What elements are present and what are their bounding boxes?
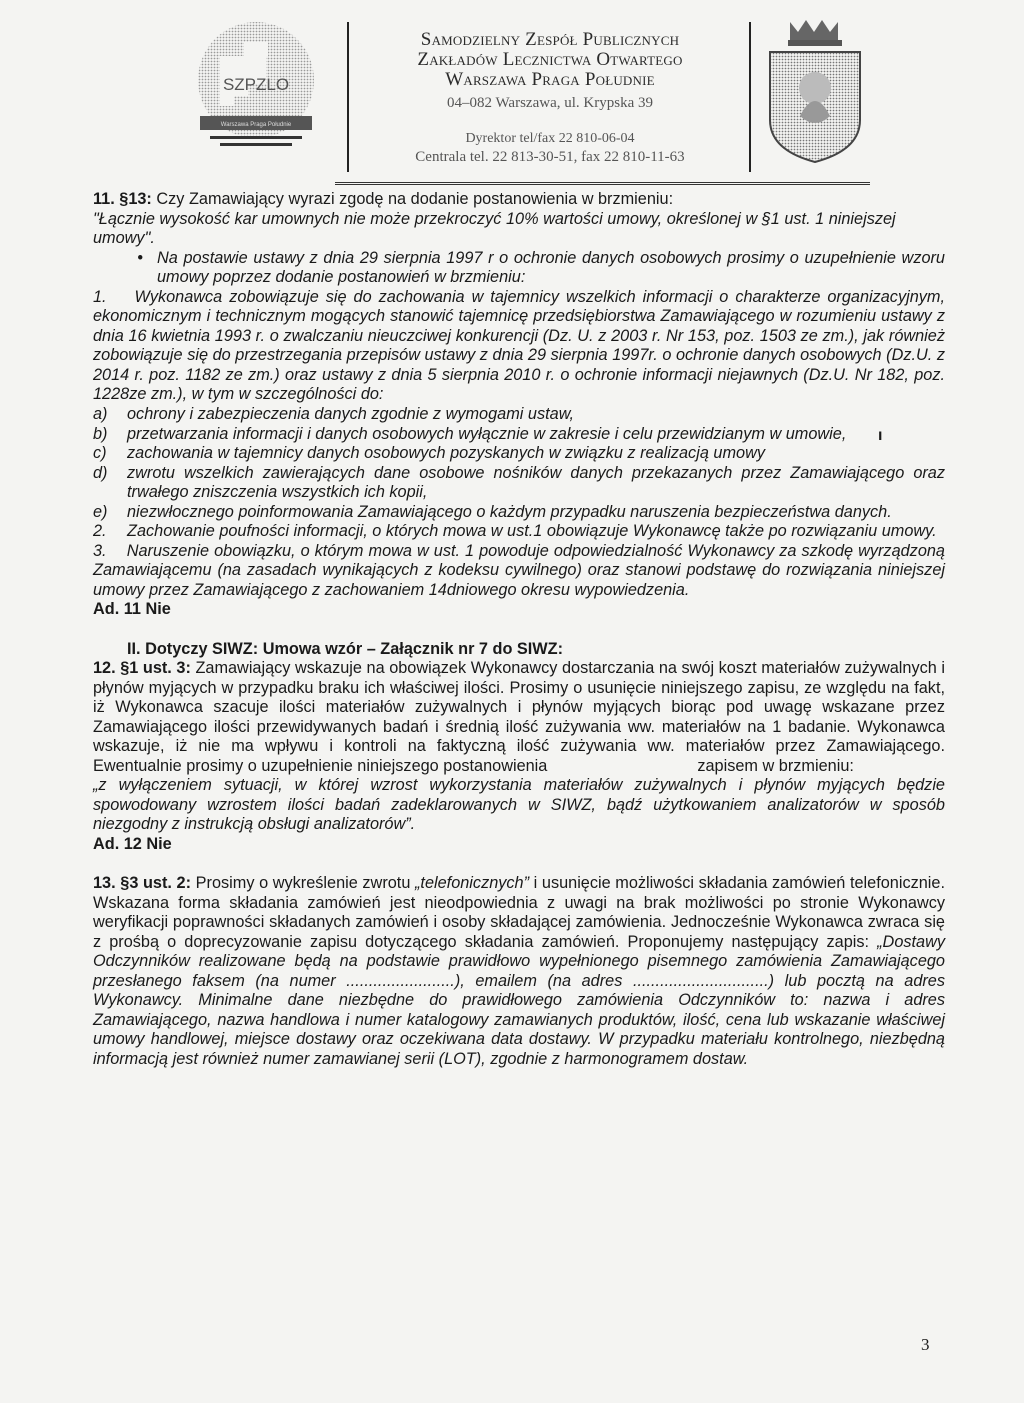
document-body <box>93 190 945 1070</box>
central-phone: Centrala tel. 22 813-30-51, fax 22 810-11-63 <box>415 149 685 165</box>
question-11: 11. §13: Czy Zamawiający wyrazi zgodę na dodanie postanowienia w brzmieniu: <box>93 190 674 208</box>
org-name-line3: Warszawa Praga Południe <box>445 69 655 90</box>
question-11-quote: "Łącznie wysokość kar umownych nie może przekroczyć 10% wartości umowy, określonej w §1 ust. 1 niniejszej umowy". <box>93 209 896 248</box>
clause-1: 1. Wykonawca zobowiązuje się do zachowania w tajemnicy wszelkich informacji o charakterze organizacyjnym, ekonomicznym i technicznym mogących stanowić tajemnicę przedsiębiorstwa Zamawiającego w rozumieniu ustawy z dnia 16 kwietnia 1993 r. o zwalczaniu nieuczciwej konkurencji (Dz. U. z 2003 r. Nr 153, poz. 1503 ze zm.), jak również zobowiązuje się do przestrzegania przepisów ustawy z dnia 29 sierpnia 1997r. o ochronie danych osobowych (Dz.U. z 2014 r. poz. 1182 ze zm.) oraz ustawy z dnia 5 sierpnia 2010 r. o ochronie informacji niejawnych (Dz.U. Nr 182, poz. 1228ze zm.), w tym w szczególności do: <box>93 287 945 404</box>
list-item: a) ochrony i zabezpieczenia danych zgodnie z wymogami ustaw, <box>93 405 575 424</box>
section-2-heading: II. Dotyczy SIWZ: Umowa wzór – Załącznik nr 7 do SIWZ: <box>127 639 564 658</box>
bullet-icon: • <box>137 248 143 267</box>
question-12: 12. §1 ust. 3: Zamawiający wskazuje na obowiązek Wykonawcy dostarczania na swój koszt materiałów zużywalnych i płynów myjących w przypadku braku ich właściwej ilości. Prosimy o usunięcie niniejszego zapisu, ze względu na fakt, iż Wykonawca szacuje ilości materiałów zużywalnych i płynów myjących biorąc pod uwagę wskazane przez Zamawiającego ilości przewidywanych badań i średnią ilość zużywania ww. materiałów na 1 badanie. Wykonawca wskazuje, iż nie ma wpływu i kontroli na faktyczną ilość zużywania ww. materiałów przez Zamawiającego. Ewentualnie prosimy o uzupełnienie niniejszego postanowienia zapisem w brzmieniu: <box>93 659 945 775</box>
svg-text:Warszawa Praga Południe: Warszawa Praga Południe <box>220 122 292 128</box>
org-name-line2: Zakładów Lecznictwa Otwartego <box>417 49 683 70</box>
list-item: e) niezwłocznego poinformowania Zamawiającego o każdym przypadku naruszenia bezpieczeństwa danych. <box>93 502 892 521</box>
header-divider-right <box>749 22 751 172</box>
clause-3: 3. Naruszenie obowiązku, o którym mowa w ust. 1 powoduje odpowiedzialność Wykonawcy za szkodę wyrządzoną Zamawiającemu (na zasadach wynikających z kodeksu cywilnego) oraz stanowi podstawę do rozwiązania niniejszej umowy przez Zamawiającego z zachowaniem 14dniowego okresu wypowiedzenia. <box>93 541 945 599</box>
answer-11: Ad. 11 Nie <box>93 600 171 619</box>
header-rule <box>335 182 870 185</box>
page-number: 3 <box>921 1335 930 1354</box>
letterhead <box>0 0 1024 186</box>
question-13: 13. §3 ust. 2: Prosimy o wykreślenie zwrotu „telefonicznych” i usunięcie możliwości składania zamówień telefonicznie. Wskazana forma składania zamówień jest nieodpowiednia z uwagi na brak możliwości po stronie Wykonawcy weryfikacji poprawności składanych zamówień i osoby składającej zamówienia. Jednocześnie Wykonawca zwraca się z prośbą o doprecyzowanie zapisu dotyczącego składania zamówień. Proponujemy następujący zapis: „Dostawy Odczynników realizowane będą na podstawie prawidłowo wypełnionego pisemnego zamówienia Zamawiającego przesłanego faksem (na numer ........................), emailem (na adres ..............................) lub pocztą na adres Wykonawcy. Minimalne dane niezbędne do prawidłowego zamówienia Odczynników to: nazwa i adres Zamawiającego, nazwa handlowa i numer katalogowy zamawianych produktów, ilość, cena lub wskazanie właściwej umowy handlowej, miejsce dostawy oraz oczekiwana data dostawy. W przypadku materiału kontrolnego, niezbędną informacją jest również numer zamawianej serii (LOT), zgodnie z harmonogramem dostaw. <box>93 874 945 1068</box>
question-11-bullet: • Na postawie ustawy z dnia 29 sierpnia 1997 r o ochronie danych osobowych prosimy o uzupełnienie wzoru umowy poprzez dodanie postanowień w brzmieniu: <box>93 249 945 288</box>
szpzlo-logo-icon <box>186 18 326 158</box>
director-phone: Dyrektor tel/fax 22 810-06-04 <box>465 131 635 146</box>
org-address: 04–082 Warszawa, ul. Krypska 39 <box>447 95 653 111</box>
clause-2: 2. Zachowanie poufności informacji, o których mowa w ust.1 obowiązuje Wykonawcę także po rozwiązaniu umowy. <box>93 522 937 541</box>
list-item: c) zachowania w tajemnicy danych osobowych pozyskanych w związku z realizacją umowy <box>93 444 765 463</box>
org-name-line1: Samodzielny Zespół Publicznych <box>420 29 680 50</box>
list-item: b) przetwarzania informacji i danych osobowych wyłącznie w zakresie i celu przewidzianym w umowie, <box>93 424 847 443</box>
warsaw-coat-of-arms-icon <box>760 16 870 166</box>
letterhead-text <box>360 30 740 166</box>
stray-mark: ı <box>878 427 883 444</box>
svg-text:SZPZLO: SZPZLO <box>222 75 290 94</box>
answer-12: Ad. 12 Nie <box>93 835 172 853</box>
list-item: d) zwrotu wszelkich zawierających dane osobowe nośników danych przekazanych przez Zamawiającego oraz trwałego zniszczenia wszystkich ich kopii, <box>93 463 945 502</box>
header-divider-left <box>347 22 349 172</box>
clause-items-list <box>93 405 945 542</box>
question-12-quote: „z wyłączeniem sytuacji, w której wzrost wykorzystania materiałów zużywalnych i płynów myjących będzie spowodowany wzrostem ilości badań zadeklarowanych w SIWZ, bądź użytkowaniem analizatorów w sposób niezgodny z instrukcją obsługi analizatorów”. <box>93 776 945 834</box>
